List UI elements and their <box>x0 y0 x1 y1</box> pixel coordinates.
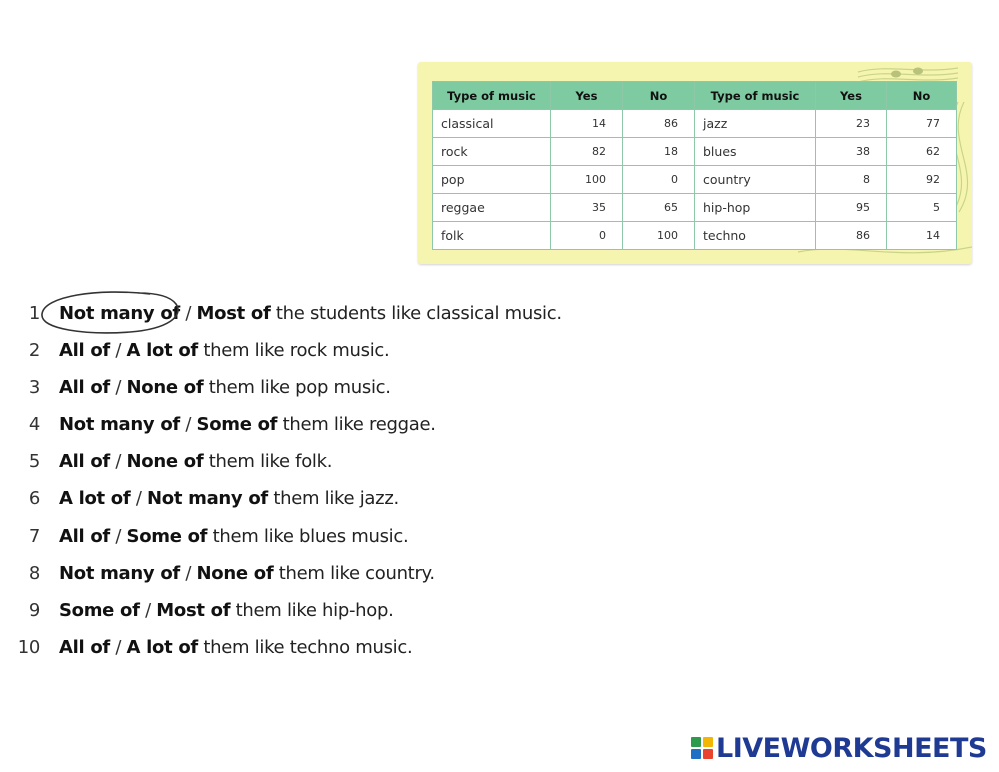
sentence-rest: them like folk. <box>208 451 333 472</box>
header-no: No <box>623 82 695 110</box>
option-a-button[interactable]: Some of <box>59 600 140 621</box>
header-yes: Yes <box>551 82 623 110</box>
question-number: 4 <box>28 414 40 435</box>
question-5 <box>0 447 332 477</box>
table-cell: 8 <box>816 166 887 194</box>
table-cell: 65 <box>623 194 695 222</box>
question-3 <box>0 373 391 403</box>
sentence-rest: them like blues music. <box>212 526 409 547</box>
option-separator: / <box>115 637 122 658</box>
question-2 <box>0 336 389 366</box>
option-a-button[interactable]: All of <box>59 526 110 547</box>
option-a-button[interactable]: Not many of <box>59 303 180 324</box>
sentence-rest: them like rock music. <box>203 340 390 361</box>
table-cell: 35 <box>551 194 623 222</box>
table-cell: 18 <box>623 138 695 166</box>
table-cell: 0 <box>623 166 695 194</box>
header-type-of-music: Type of music <box>695 82 816 110</box>
table-cell: 100 <box>551 166 623 194</box>
table-row <box>433 138 957 166</box>
question-8 <box>0 559 435 589</box>
sentence-rest: them like techno music. <box>203 637 413 658</box>
option-b-button[interactable]: Some of <box>196 414 278 435</box>
table-cell: jazz <box>695 110 816 138</box>
table-cell: 95 <box>816 194 887 222</box>
option-a-button[interactable]: All of <box>59 451 110 472</box>
option-separator: / <box>115 340 122 361</box>
question-9 <box>0 596 394 626</box>
music-survey-table <box>432 81 957 250</box>
table-cell: 86 <box>816 222 887 250</box>
table-cell: classical <box>433 110 551 138</box>
option-a-button[interactable]: Not many of <box>59 414 180 435</box>
table-cell: reggae <box>433 194 551 222</box>
table-cell: 14 <box>551 110 623 138</box>
option-b-button[interactable]: None of <box>196 563 274 584</box>
table-cell: 38 <box>816 138 887 166</box>
sentence-rest: them like hip-hop. <box>235 600 394 621</box>
sentence-rest: them like reggae. <box>282 414 436 435</box>
table-header-row <box>433 82 957 110</box>
question-number: 2 <box>28 340 40 361</box>
table-cell: blues <box>695 138 816 166</box>
question-1 <box>0 299 562 329</box>
option-b-button[interactable]: Most of <box>196 303 271 324</box>
option-separator: / <box>185 414 192 435</box>
option-a-button[interactable]: Not many of <box>59 563 180 584</box>
question-number: 10 <box>17 637 40 658</box>
logo-blocks-icon <box>691 737 713 759</box>
sentence-rest: them like pop music. <box>208 377 391 398</box>
header-yes: Yes <box>816 82 887 110</box>
question-number: 3 <box>28 377 40 398</box>
table-row <box>433 166 957 194</box>
logo-text: LIVEWORKSHEETS <box>716 732 987 764</box>
survey-table-panel <box>418 62 972 264</box>
table-cell: rock <box>433 138 551 166</box>
table-cell: 0 <box>551 222 623 250</box>
table-cell: 5 <box>887 194 957 222</box>
option-separator: / <box>185 303 192 324</box>
option-separator: / <box>185 563 192 584</box>
question-10 <box>0 633 412 663</box>
option-b-button[interactable]: A lot of <box>126 340 198 361</box>
header-type-of-music: Type of music <box>433 82 551 110</box>
option-a-button[interactable]: All of <box>59 377 110 398</box>
option-separator: / <box>115 377 122 398</box>
option-b-button[interactable]: Some of <box>126 526 208 547</box>
question-6 <box>0 484 399 514</box>
table-cell: 77 <box>887 110 957 138</box>
table-cell: 86 <box>623 110 695 138</box>
table-cell: hip-hop <box>695 194 816 222</box>
option-separator: / <box>145 600 151 621</box>
table-cell: pop <box>433 166 551 194</box>
option-b-button[interactable]: None of <box>126 377 204 398</box>
question-number: 8 <box>28 563 40 584</box>
table-cell: 23 <box>816 110 887 138</box>
table-row <box>433 110 957 138</box>
liveworksheets-logo <box>691 731 987 765</box>
option-a-button[interactable]: A lot of <box>59 488 131 509</box>
table-cell: country <box>695 166 816 194</box>
header-no: No <box>887 82 957 110</box>
table-cell: 14 <box>887 222 957 250</box>
option-separator: / <box>135 488 142 509</box>
table-row <box>433 222 957 250</box>
question-4 <box>0 410 436 440</box>
table-cell: folk <box>433 222 551 250</box>
question-number: 9 <box>28 600 40 621</box>
question-7 <box>0 522 408 552</box>
table-row <box>433 194 957 222</box>
table-cell: 82 <box>551 138 623 166</box>
option-b-button[interactable]: None of <box>126 451 204 472</box>
question-number: 1 <box>28 303 40 324</box>
question-number: 7 <box>28 526 40 547</box>
sentence-rest: the students like classical music. <box>275 303 562 324</box>
option-a-button[interactable]: All of <box>59 340 110 361</box>
option-separator: / <box>115 526 122 547</box>
option-separator: / <box>115 451 122 472</box>
option-b-button[interactable]: A lot of <box>126 637 198 658</box>
option-a-button[interactable]: All of <box>59 637 110 658</box>
table-cell: 62 <box>887 138 957 166</box>
sentence-rest: them like jazz. <box>273 488 399 509</box>
table-cell: 100 <box>623 222 695 250</box>
option-b-button[interactable]: Not many of <box>147 488 268 509</box>
question-number: 5 <box>28 451 40 472</box>
table-cell: 92 <box>887 166 957 194</box>
option-b-button[interactable]: Most of <box>156 600 231 621</box>
question-number: 6 <box>28 488 40 509</box>
sentence-rest: them like country. <box>278 563 435 584</box>
table-cell: techno <box>695 222 816 250</box>
